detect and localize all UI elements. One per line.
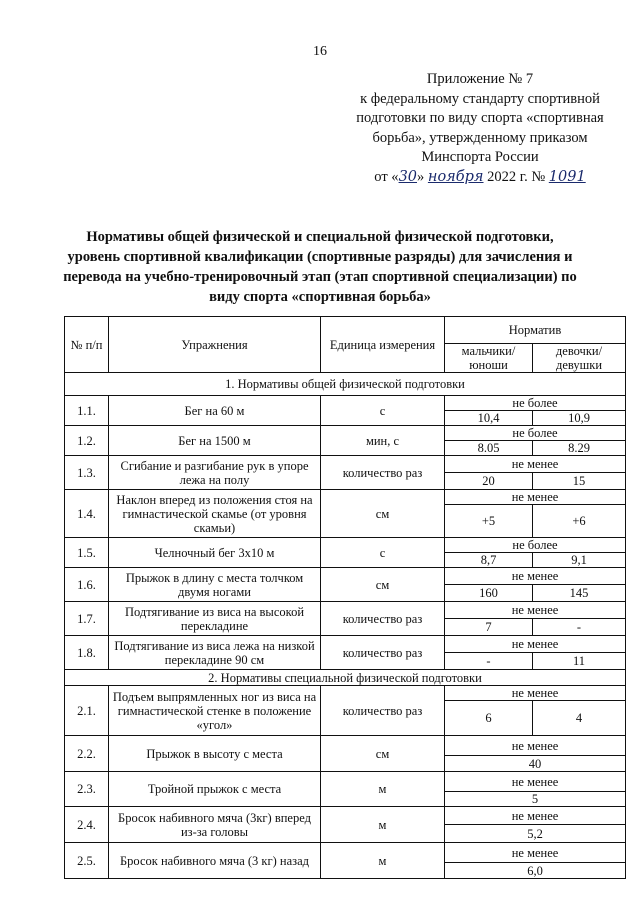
row-num: 1.1.	[65, 396, 109, 426]
section-heading: 1. Нормативы общей физической подготовки	[65, 373, 626, 396]
date-mid: »	[417, 168, 425, 185]
row-boys: +5	[445, 505, 533, 538]
appendix-line: Приложение № 7	[426, 71, 534, 87]
row-unit: количество раз	[321, 602, 445, 636]
row-unit: см	[321, 568, 445, 602]
row-num: 1.5.	[65, 538, 109, 568]
row-exercise: Бег на 60 м	[109, 396, 321, 426]
page-number: 16	[313, 44, 327, 59]
row-both: 5,2	[445, 825, 626, 843]
row-num: 2.3.	[65, 772, 109, 807]
appendix-line: борьба», утвержденному приказом	[372, 129, 588, 146]
row-boys: 20	[445, 473, 533, 490]
row-norm: не менее	[445, 843, 626, 863]
row-exercise: Прыжок в высоту с места	[109, 736, 321, 772]
header-unit: Единица измерения	[321, 317, 445, 373]
row-boys: -	[445, 653, 533, 670]
row-unit: количество раз	[321, 636, 445, 670]
row-girls: 10,9	[533, 411, 626, 426]
row-num: 1.2.	[65, 426, 109, 456]
row-girls: 4	[533, 701, 626, 736]
row-boys: 8.05	[445, 441, 533, 456]
document-title: Нормативы общей физической и специальной физической подготовки, уровень спортивной квалификации (спортивные разряды) для зачисления и перевода на учебно-тренировочный этап (этап спортивной специализации) по виду спорта «спортивная борьба»	[63, 229, 577, 305]
row-girls: 15	[533, 473, 626, 490]
row-norm: не более	[445, 426, 626, 441]
row-girls: 145	[533, 585, 626, 602]
row-norm: не менее	[445, 807, 626, 825]
appendix-header	[330, 70, 630, 187]
date-prefix: от «	[374, 168, 399, 185]
date-month: ноября	[427, 168, 484, 185]
row-girls: 8.29	[533, 441, 626, 456]
norms-table	[64, 316, 626, 879]
row-exercise: Наклон вперед из положения стоя на гимнастической скамье (от уровня скамьи)	[109, 490, 321, 538]
row-unit: см	[321, 490, 445, 538]
row-norm: не более	[445, 538, 626, 553]
row-num: 1.3.	[65, 456, 109, 490]
row-exercise: Тройной прыжок с места	[109, 772, 321, 807]
row-norm: не более	[445, 396, 626, 411]
appendix-line: подготовки по виду спорта «спортивная	[356, 110, 604, 126]
row-exercise: Подтягивание из виса лежа на низкой перекладине 90 см	[109, 636, 321, 670]
row-exercise: Подтягивание из виса на высокой перекладине	[109, 602, 321, 636]
row-num: 1.8.	[65, 636, 109, 670]
order-number: 1091	[548, 168, 586, 185]
row-num: 1.7.	[65, 602, 109, 636]
row-girls: +6	[533, 505, 626, 538]
row-num: 2.5.	[65, 843, 109, 879]
row-unit: количество раз	[321, 456, 445, 490]
row-num: 2.4.	[65, 807, 109, 843]
row-num: 2.1.	[65, 686, 109, 736]
row-exercise: Бег на 1500 м	[109, 426, 321, 456]
row-norm: не менее	[445, 772, 626, 792]
date-year: 2022 г. №	[487, 168, 546, 185]
row-unit: м	[321, 772, 445, 807]
row-exercise: Подъем выпрямленных ног из виса на гимнастической стенке в положение «угол»	[109, 686, 321, 736]
appendix-line: к федеральному стандарту спортивной	[360, 90, 600, 107]
row-norm: не менее	[445, 602, 626, 619]
row-unit: с	[321, 396, 445, 426]
row-boys: 7	[445, 619, 533, 636]
row-unit: с	[321, 538, 445, 568]
row-girls: 11	[533, 653, 626, 670]
row-boys: 6	[445, 701, 533, 736]
header-girls: девочки/ девушки	[533, 344, 626, 373]
row-girls: 9,1	[533, 553, 626, 568]
row-norm: не менее	[445, 686, 626, 701]
row-exercise: Бросок набивного мяча (3кг) вперед из-за головы	[109, 807, 321, 843]
row-unit: мин, с	[321, 426, 445, 456]
row-norm: не менее	[445, 636, 626, 653]
row-num: 2.2.	[65, 736, 109, 772]
row-norm: не менее	[445, 490, 626, 505]
header-num: № п/п	[65, 317, 109, 373]
appendix-date-line	[330, 168, 630, 188]
row-boys: 10,4	[445, 411, 533, 426]
row-norm: не менее	[445, 568, 626, 585]
row-boys: 8,7	[445, 553, 533, 568]
row-num: 1.6.	[65, 568, 109, 602]
row-both: 5	[445, 792, 626, 807]
appendix-line: Минспорта России	[421, 149, 539, 165]
row-exercise: Прыжок в длину с места толчком двумя ногами	[109, 568, 321, 602]
row-norm: не менее	[445, 736, 626, 756]
header-norm: Норматив	[445, 317, 626, 344]
row-norm: не менее	[445, 456, 626, 473]
header-boys: мальчики/ юноши	[445, 344, 533, 373]
row-unit: см	[321, 736, 445, 772]
row-both: 6,0	[445, 863, 626, 879]
section-heading: 2. Нормативы специальной физической подготовки	[65, 670, 626, 686]
date-day: 30	[398, 168, 418, 185]
row-boys: 160	[445, 585, 533, 602]
row-unit: количество раз	[321, 686, 445, 736]
row-exercise: Бросок набивного мяча (3 кг) назад	[109, 843, 321, 879]
row-exercise: Челночный бег 3х10 м	[109, 538, 321, 568]
row-unit: м	[321, 843, 445, 879]
row-unit: м	[321, 807, 445, 843]
row-girls: -	[533, 619, 626, 636]
row-num: 1.4.	[65, 490, 109, 538]
header-exercise: Упражнения	[109, 317, 321, 373]
row-both: 40	[445, 756, 626, 772]
row-exercise: Сгибание и разгибание рук в упоре лежа на полу	[109, 456, 321, 490]
